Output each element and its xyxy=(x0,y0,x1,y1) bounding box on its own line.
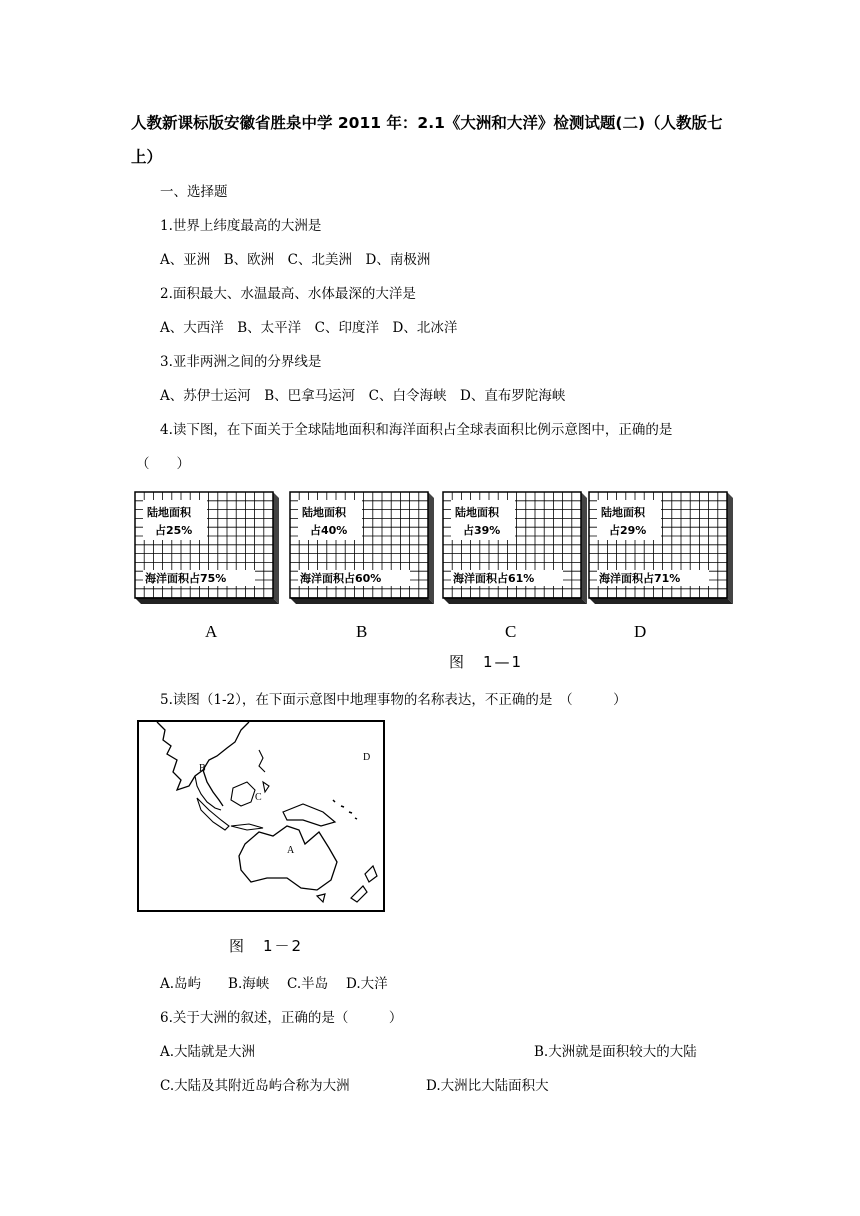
section-heading: 一、选择题 xyxy=(160,184,228,200)
ocean-area-label: 海洋面积占60% xyxy=(300,572,382,585)
land-area-label-line1: 陆地面积 xyxy=(455,506,499,519)
map-label-d: D xyxy=(363,752,371,763)
grid-figure-c xyxy=(441,486,589,608)
question-5-options: A.岛屿 B.海峡 C.半岛 D.大洋 xyxy=(160,976,388,992)
land-area-label-line2: 占25% xyxy=(155,524,193,537)
question-4-stem: 4.读下图，在下面关于全球陆地面积和海洋面积占全球表面积比例示意图中，正确的是 xyxy=(160,422,673,438)
map-label-a: A xyxy=(287,845,295,856)
grid-figure-letter: A xyxy=(205,622,218,641)
question-6-option-d: D.大洲比大陆面积大 xyxy=(426,1078,549,1094)
land-area-label-line2: 占40% xyxy=(310,524,348,537)
ocean-area-label: 海洋面积占71% xyxy=(599,572,681,585)
ocean-area-label: 海洋面积占75% xyxy=(145,572,227,585)
grid-figure-a xyxy=(133,486,281,608)
land-area-label-line2: 占39% xyxy=(463,524,501,537)
question-2-stem: 2.面积最大、水温最高、水体最深的大洋是 xyxy=(160,286,416,302)
figure-1-2-caption: 图 1－2 xyxy=(229,937,304,955)
land-area-label-line1: 陆地面积 xyxy=(601,506,645,519)
grid-figure-b xyxy=(288,486,436,608)
question-1-stem: 1.世界上纬度最高的大洲是 xyxy=(160,218,322,234)
page-title: 人教新课标版安徽省胜泉中学 2011 年：2.1《大洲和大洋》检测试题(二)（人教版七上） xyxy=(131,114,723,166)
land-area-label-line1: 陆地面积 xyxy=(302,506,346,519)
question-3-options: A、苏伊士运河 B、巴拿马运河 C、白令海峡 D、直布罗陀海峡 xyxy=(160,388,566,404)
grid-figure-letter: C xyxy=(505,622,517,641)
question-2-options: A、大西洋 B、太平洋 C、印度洋 D、北冰洋 xyxy=(160,320,458,336)
grid-figure-d xyxy=(587,486,735,608)
grid-figure-letter: B xyxy=(356,622,368,641)
map-label-b: B xyxy=(199,763,206,774)
question-1-options: A、亚洲 B、欧洲 C、北美洲 D、南极洲 xyxy=(160,252,431,268)
land-area-label-line2: 占29% xyxy=(609,524,647,537)
question-5-stem: 5.读图（1-2），在下面示意图中地理事物的名称表达，不正确的是 （ ） xyxy=(160,692,627,708)
question-3-stem: 3.亚非两洲之间的分界线是 xyxy=(160,354,322,370)
figure-1-2-map xyxy=(137,720,385,912)
question-6-stem: 6.关于大洲的叙述，正确的是（ ） xyxy=(160,1010,403,1026)
land-area-label-line1: 陆地面积 xyxy=(147,506,191,519)
ocean-area-label: 海洋面积占61% xyxy=(453,572,535,585)
question-6-option-b: B.大洲就是面积较大的大陆 xyxy=(534,1044,697,1060)
question-6-option-c: C.大陆及其附近岛屿合称为大洲 xyxy=(160,1078,350,1094)
question-4-blank: （ ） xyxy=(136,456,190,472)
figure-1-1-caption: 图 1—1 xyxy=(449,653,524,671)
grid-figure-letter: D xyxy=(634,622,647,641)
question-6-option-a: A.大陆就是大洲 xyxy=(160,1044,256,1060)
map-label-c: C xyxy=(255,792,262,803)
